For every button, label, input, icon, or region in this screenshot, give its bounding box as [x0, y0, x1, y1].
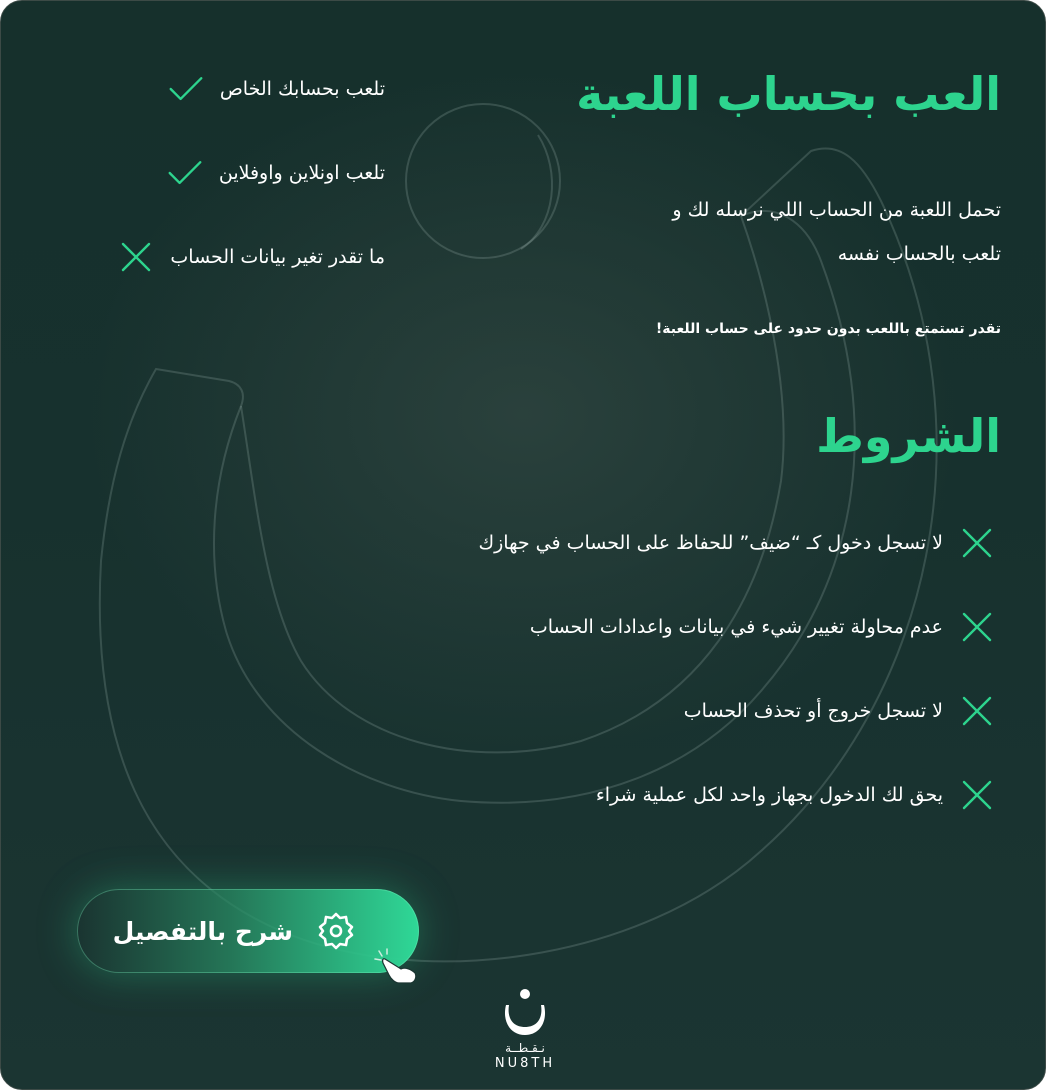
- x-icon: [959, 693, 995, 729]
- check-icon: [167, 155, 203, 191]
- terms-title: الشروط: [816, 409, 1001, 463]
- term-item-one-device: [596, 777, 995, 813]
- x-icon: [959, 525, 995, 561]
- term-item-no-settings-change: [530, 609, 995, 645]
- nuqta-logo-icon: [497, 987, 553, 1039]
- feature-label: تلعب بحسابك الخاص: [219, 78, 385, 100]
- page-title: العب بحساب اللعبة: [576, 67, 1001, 121]
- detailed-explanation-button[interactable]: [77, 889, 419, 973]
- term-label: يحق لك الدخول بجهاز واحد لكل عملية شراء: [595, 784, 943, 806]
- feature-label: ما تقدر تغير بيانات الحساب: [170, 246, 385, 268]
- gear-icon: [315, 910, 357, 952]
- detailed-explanation-label: شرح بالتفصيل: [112, 916, 293, 946]
- term-label: عدم محاولة تغيير شيء في بيانات واعدادات الحساب: [529, 616, 943, 638]
- term-item-guest-login: [478, 525, 995, 561]
- feature-item-no-data-change: [118, 239, 385, 275]
- description-line-1: تحمل اللعبة من الحساب اللي نرسله لك و: [672, 199, 1001, 221]
- feature-label: تلعب اونلاين واوفلاين: [218, 162, 385, 184]
- brand-name-english: NU8TH: [494, 1056, 556, 1071]
- term-item-no-logout: [684, 693, 995, 729]
- description-line-2: تلعب بالحساب نفسه: [837, 243, 1001, 265]
- feature-item-own-account: [168, 71, 385, 107]
- feature-item-online-offline: [167, 155, 385, 191]
- term-label: لا تسجل دخول كـ “ضيف” للحفاظ على الحساب في جهازك: [478, 532, 943, 554]
- brand-name-arabic: نـقـطــة: [505, 1041, 545, 1055]
- x-icon: [959, 609, 995, 645]
- hand-pointer-icon: [373, 947, 419, 985]
- check-icon: [168, 71, 204, 107]
- term-label: لا تسجل خروج أو تحذف الحساب: [683, 700, 943, 722]
- x-icon: [959, 777, 995, 813]
- unlimited-play-note: تقدر تستمتع باللعب بدون حدود على حساب اللعبة!: [655, 321, 1001, 337]
- letter-inner-outline-icon: [241, 216, 784, 752]
- ball-seam-icon: [521, 135, 552, 249]
- brand-logo: [489, 987, 561, 1071]
- x-icon: [118, 239, 154, 275]
